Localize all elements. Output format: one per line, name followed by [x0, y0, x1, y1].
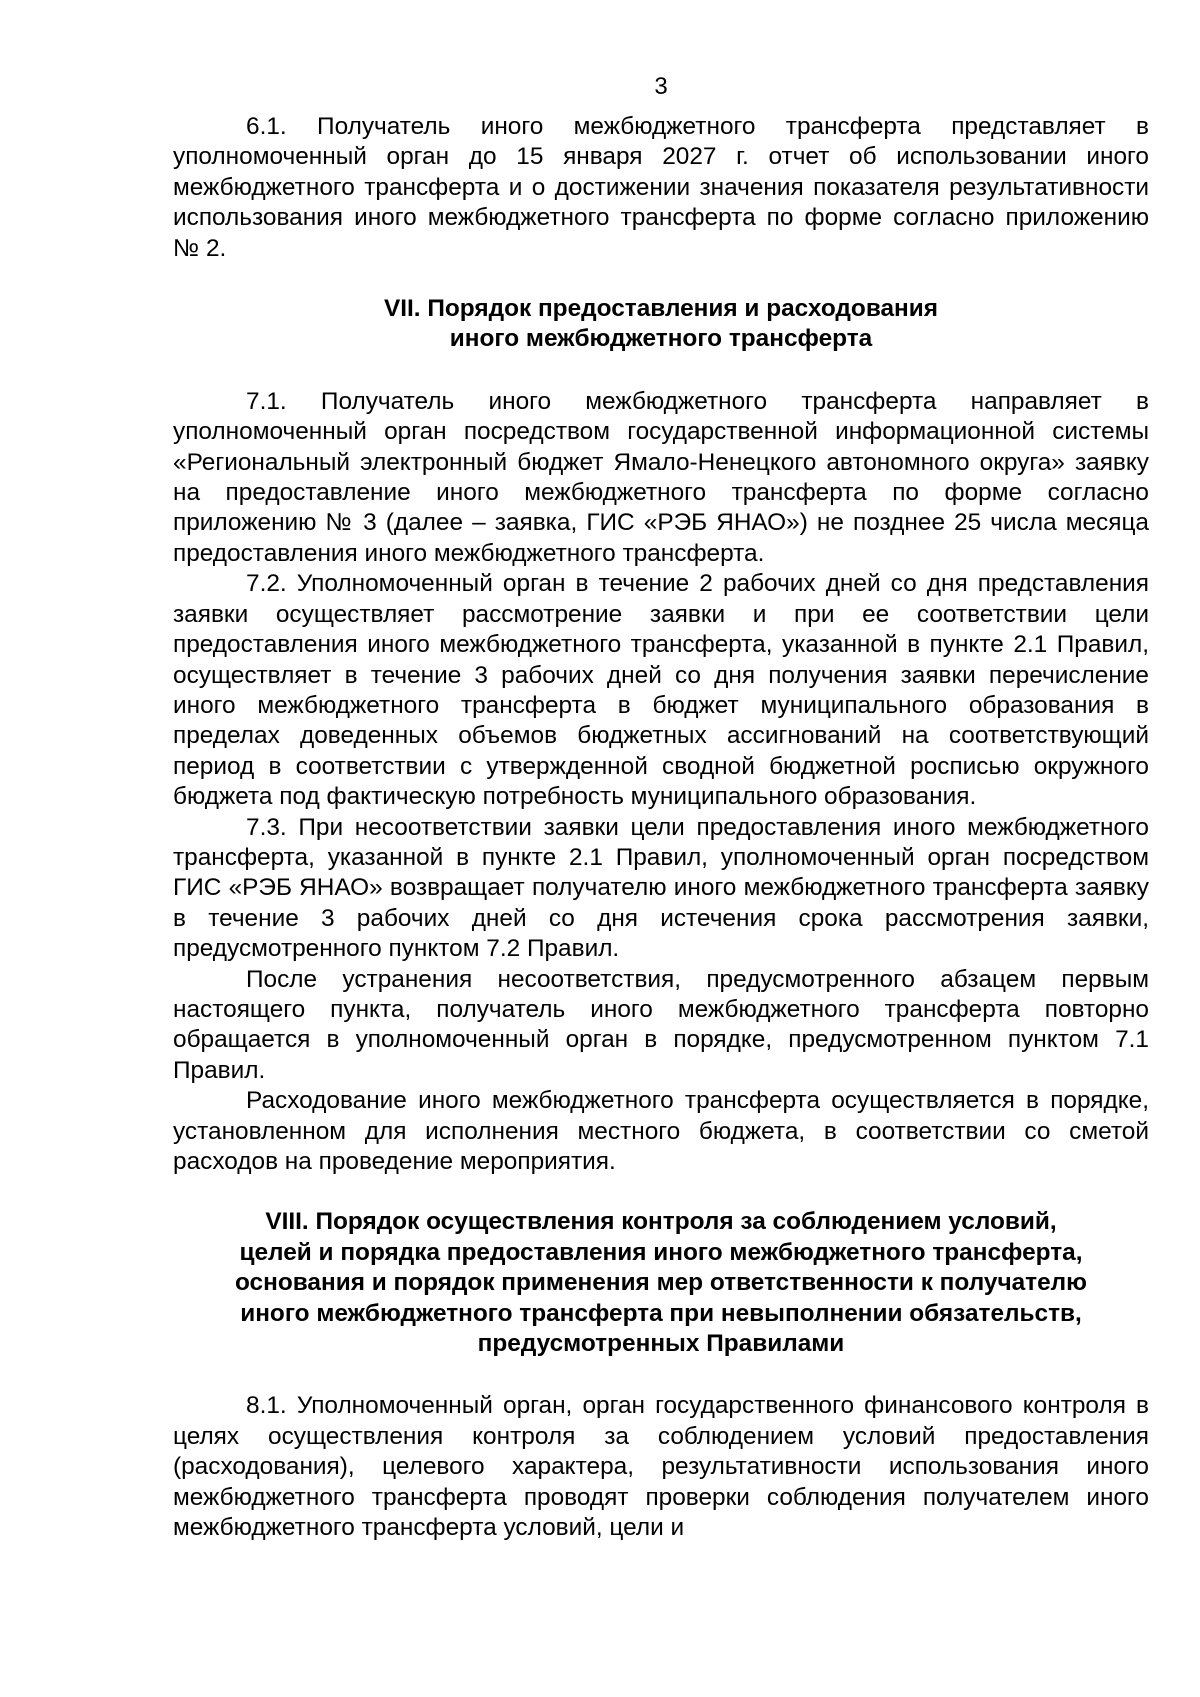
section-8-heading-line: VIII. Порядок осуществления контроля за соблюдением условий,: [265, 1208, 1057, 1236]
paragraph-6-1: 6.1. Получатель иного межбюджетного трансферта представляет в уполномоченный орган до 15 января 2027 г. отчет об использовании иного межбюджетного трансферта и о достижении значения показателя результативности использования иного межбюджетного трансферта по форме согласно приложению № 2.: [173, 113, 1149, 262]
section-8-heading-line: предусмотренных Правилами: [477, 1330, 845, 1358]
spacer: [173, 1177, 1149, 1207]
section-7-heading: [173, 294, 1149, 355]
paragraph-7-2: 7.2. Уполномоченный орган в течение 2 рабочих дней со дня представления заявки осуществляет рассмотрение заявки и при ее соответствии цели предоставления иного межбюджетного трансферта, указанной в пункте 2.1 Правил, осуществляет в течение 3 рабочих дней со дня получения заявки перечисление иного межбюджетного трансферта в бюджет муниципального образования в пределах доведенных объемов бюджетных ассигнований на соответствующий период в соответствии с утвержденной сводной бюджетной росписью окружного бюджета под фактическую потребность муниципального образования.: [173, 570, 1149, 811]
paragraph-7-3: 7.3. При несоответствии заявки цели предоставления иного межбюджетного трансферта, указанной в пункте 2.1 Правил, уполномоченный орган посредством ГИС «РЭБ ЯНАО» возвращает получателю иного межбюджетного трансферта заявку в течение 3 рабочих дней со дня истечения срока рассмотрения заявки, предусмотренного пунктом 7.2 Правил.: [173, 813, 1149, 963]
section-8-heading-line: основания и порядок применения мер ответственности к получателю: [234, 1269, 1087, 1297]
spacer: [173, 355, 1149, 387]
section-8-heading: [173, 1207, 1149, 1359]
paragraph-7-1: 7.1. Получатель иного межбюджетного трансферта направляет в уполномоченный орган посредством государственной информационной системы «Региональный электронный бюджет Ямало-Ненецкого автономного округа» заявку на предоставление иного межбюджетного трансферта по форме согласно приложению № 3 (далее – заявка, ГИС «РЭБ ЯНАО») не позднее 25 числа месяца предоставления иного межбюджетного трансферта.: [173, 387, 1149, 567]
section-7-heading-line: иного межбюджетного трансферта: [449, 325, 873, 353]
paragraph-7-3-third: Расходование иного межбюджетного трансферта осуществляется в порядке, установленном для исполнения местного бюджета, в соответствии со сметой расходов на проведение мероприятия.: [173, 1087, 1149, 1175]
section-8-heading-line: иного межбюджетного трансферта при невыполнении обязательств,: [240, 1299, 1082, 1327]
spacer: [173, 264, 1149, 294]
document-page: [173, 72, 1149, 1543]
paragraph-7-3-second: После устранения несоответствия, предусмотренного абзацем первым настоящего пункта, получатель иного межбюджетного трансферта повторно обращается в уполномоченный орган в порядке, предусмотренном пунктом 7.1 Правил.: [173, 965, 1149, 1084]
page-number: 3: [654, 73, 668, 100]
section-7-heading-line: VII. Порядок предоставления и расходования: [383, 295, 939, 323]
spacer: [173, 1359, 1149, 1391]
paragraph-8-1: 8.1. Уполномоченный орган, орган государственного финансового контроля в целях осуществления контроля за соблюдением условий предоставления (расходования), целевого характера, результативности использования иного межбюджетного трансферта проводят проверки соблюдения получателем иного межбюджетного трансферта условий, цели и: [173, 1392, 1149, 1542]
section-8-heading-line: целей и порядка предоставления иного межбюджетного трансферта,: [239, 1238, 1083, 1266]
